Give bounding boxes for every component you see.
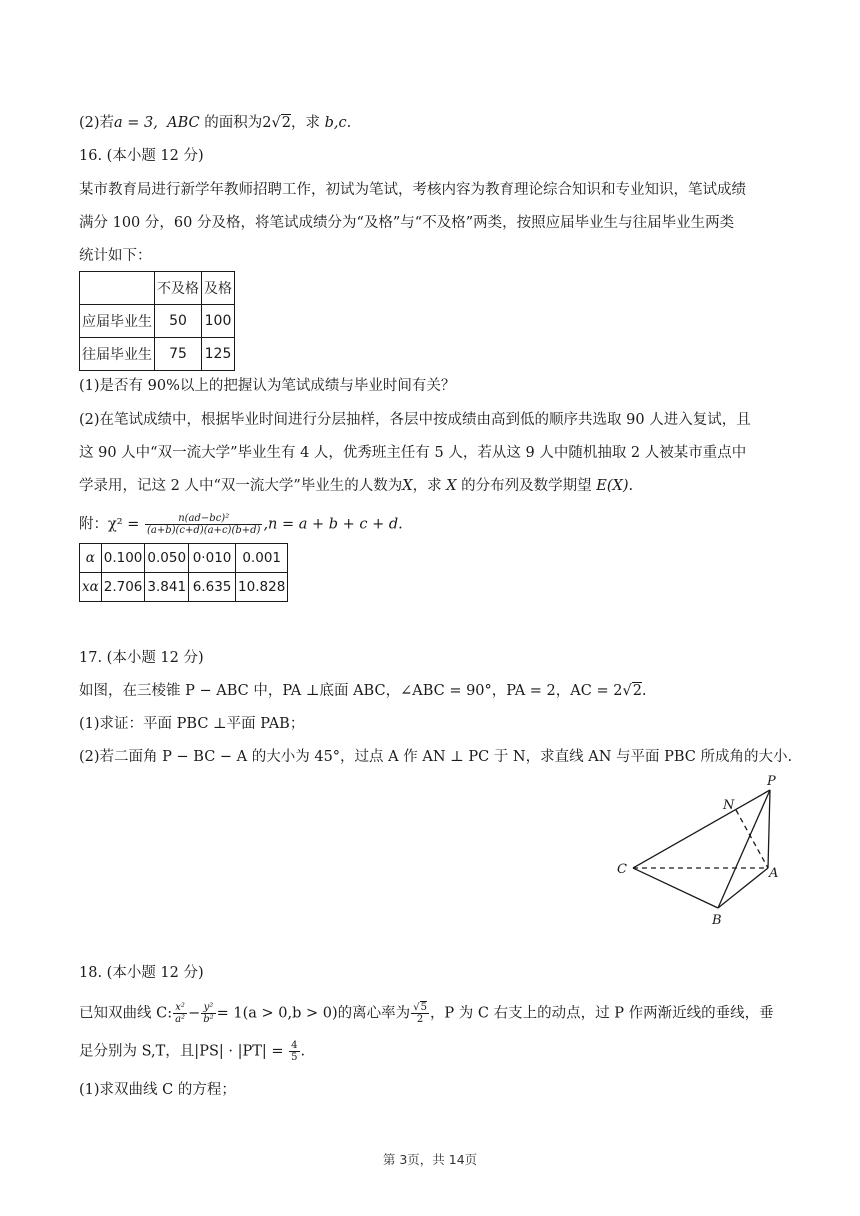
table-row xyxy=(80,544,288,573)
q15-part2: (2)若a = 3, ABC 的面积为2√2，求 b,c. xyxy=(79,115,352,131)
q16-para-line1: 某市教育局进行新学年教师招聘工作，初试为笔试，考核内容为教育理论综合知识和专业知识，笔试成绩 xyxy=(79,182,746,198)
cell-fail: 75 xyxy=(155,338,202,371)
x-alpha-value: 3.841 xyxy=(145,573,189,602)
q18-line2: 足分别为 S,T，且|PS| · |PT| = $\frac{4}{5}$ . xyxy=(79,1040,306,1063)
q16-appendix: 附：χ² = $\frac{\text{n(ad−bc)²}}{(a+b)(c+d)(a+c)(b+d)}$ ,n = a + b + c + d. xyxy=(79,513,403,536)
page-footer: 第 3页，共 14页 xyxy=(382,1152,478,1167)
y2-over-b2: $\frac{\text{y²}}{\text{b²}}$ xyxy=(203,1002,214,1025)
q16-para-line2: 满分 100 分，60 分及格，将笔试成绩分为“及格”与“不及格”两类，按照应届毕业生与往届毕业生两类 xyxy=(79,215,735,231)
col-header-fail: 不及格 xyxy=(155,272,202,305)
alpha-value: 0.050 xyxy=(145,544,189,573)
q18-header: 18. (本小题 12 分) xyxy=(79,965,204,981)
label-A: A xyxy=(769,866,779,881)
chi-square-fraction: $\frac{\text{n(ad−bc)²}}{(a+b)(c+d)(a+c)(b+d)}$ xyxy=(146,513,261,536)
q18-part1: (1)求双曲线 C 的方程； xyxy=(79,1082,236,1098)
alpha-value: 0.001 xyxy=(236,544,288,573)
x2-over-a2: $\frac{\text{x²}}{\text{a²}}$ xyxy=(175,1002,186,1025)
x-alpha-value: 6.635 xyxy=(189,573,236,602)
col-header-pass: 及格 xyxy=(202,272,235,305)
label-P: P xyxy=(767,774,776,789)
q16-part2-line3: 学录用，记这 2 人中“双一流大学”毕业生的人数为X，求 X 的分布列及数学期望 E(X). xyxy=(79,478,634,494)
label-B: B xyxy=(712,913,722,928)
q16-part2-line2: 这 90 人中“双一流大学”毕业生有 4 人，优秀班主任有 5 人，若从这 9 人中随机抽取 2 人被某市重点中 xyxy=(79,445,747,461)
q18-line1: 已知双曲线 C: $\frac{\text{x²}}{\text{a²}}$ − $\frac{\text{y²}}{\text{b²}}$ = 1(a > 0,b > 0)的离心率为 $\frac{√5}{2}$ ，P 为 C 右支上的动点，过 P 作两渐近线的垂线，垂 xyxy=(79,1002,774,1025)
q16-part1: (1)是否有 90%以上的把握认为笔试成绩与毕业时间有关？ xyxy=(79,378,456,394)
q17-part2: (2)若二面角 P − BC − A 的大小为 45°，过点 A 作 AN ⊥ PC 于 N，求直线 AN 与平面 PBC 所成角的大小. xyxy=(79,749,793,765)
table-row xyxy=(80,305,235,338)
table-row xyxy=(80,573,288,602)
edge-PA xyxy=(768,790,770,868)
q17-part1: (1)求证：平面 PBC ⊥平面 PAB； xyxy=(79,716,305,732)
q17-stem: 如图，在三棱锥 P − ABC 中，PA ⊥底面 ABC，∠ABC = 90°，PA = 2，AC = 2√2. xyxy=(79,683,647,699)
edge-CB xyxy=(633,868,718,908)
table-row xyxy=(80,338,235,371)
x-alpha-value: 2.706 xyxy=(101,573,145,602)
score-table xyxy=(79,271,235,371)
tetrahedron-figure xyxy=(612,772,787,932)
segment-AN-hidden xyxy=(736,810,768,868)
alpha-value: 0·010 xyxy=(189,544,236,573)
label-N: N xyxy=(723,798,735,813)
label-C: C xyxy=(617,862,627,877)
row-label: 往届毕业生 xyxy=(80,338,155,371)
critical-value-table xyxy=(79,543,288,602)
q17-header: 17. (本小题 12 分) xyxy=(79,650,204,666)
edge-BA xyxy=(718,868,768,908)
cell-pass: 125 xyxy=(202,338,235,371)
table-corner xyxy=(80,272,155,305)
q16-part2-line1: (2)在笔试成绩中，根据毕业时间进行分层抽样，各层中按成绩由高到低的顺序共选取 90 人进入复试，且 xyxy=(79,412,751,428)
product-fraction: $\frac{4}{5}$ xyxy=(291,1040,298,1063)
cell-fail: 50 xyxy=(155,305,202,338)
alpha-label: α xyxy=(80,544,102,573)
row-label: 应届毕业生 xyxy=(80,305,155,338)
x-alpha-label: xα xyxy=(80,573,102,602)
alpha-value: 0.100 xyxy=(101,544,145,573)
q16-header: 16. (本小题 12 分) xyxy=(79,148,204,164)
x-alpha-value: 10.828 xyxy=(236,573,288,602)
edge-CP xyxy=(633,790,770,868)
cell-pass: 100 xyxy=(202,305,235,338)
eccentricity-fraction: $\frac{√5}{2}$ xyxy=(413,1002,427,1025)
q16-para-line3: 统计如下： xyxy=(79,248,152,264)
